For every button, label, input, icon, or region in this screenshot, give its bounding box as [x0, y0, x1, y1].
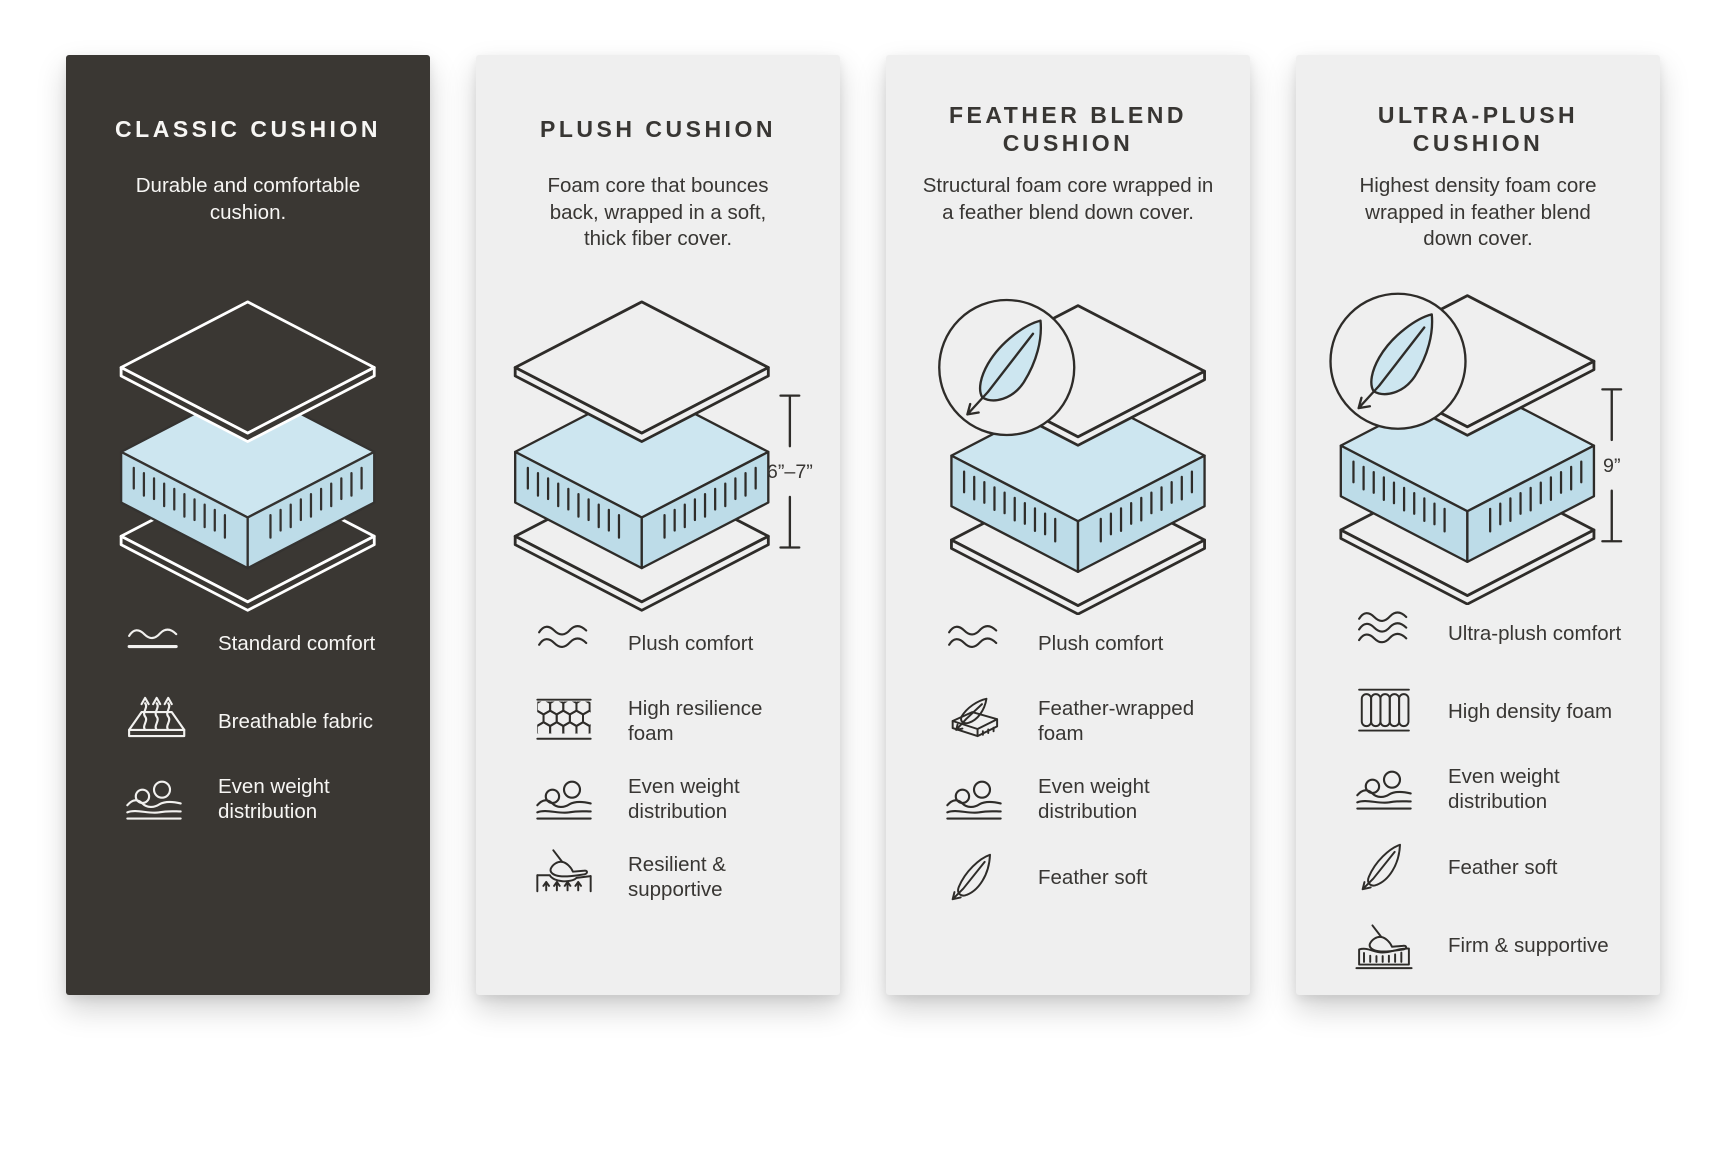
feature-row [942, 615, 1232, 671]
feature-label: Even weight distribution [1448, 765, 1560, 813]
thickness-measurement [767, 396, 812, 548]
feature-row [532, 615, 822, 671]
feature-list [1296, 605, 1660, 995]
feature-label: High resilience foam [628, 697, 763, 745]
feature-label: Ultra-plush comfort [1448, 621, 1622, 645]
cushion-diagram-area [476, 285, 840, 615]
feature-row [532, 849, 822, 905]
feature-row [1352, 761, 1642, 817]
card-description: Highest density foam core wrapped in feather blend down cover. [1359, 174, 1597, 251]
feature-label: High density foam [1448, 699, 1613, 723]
even-weight-distribution-icon [1352, 761, 1416, 817]
feature-label: Plush comfort [1038, 631, 1164, 655]
feature-row [1352, 839, 1642, 895]
card-description: Structural foam core wrapped in a feather blend down cover. [922, 174, 1214, 224]
feather-badge-icon [1331, 294, 1466, 429]
card-title: PLUSH CUSHION [540, 116, 776, 143]
even-weight-distribution-icon [532, 771, 596, 827]
measurement-label: 6”–7” [767, 461, 813, 484]
feature-row [532, 771, 822, 827]
cushion-diagram-area [886, 285, 1250, 615]
feature-label: Feather soft [1448, 855, 1558, 879]
feature-label: Feather-wrapped foam [1038, 697, 1195, 745]
card-classic-cushion [66, 55, 430, 995]
ultra-plush-comfort-waves-icon [1352, 605, 1416, 661]
even-weight-distribution-icon [122, 771, 186, 827]
even-weight-distribution-icon [942, 771, 1006, 827]
card-plush-cushion [476, 55, 840, 995]
high-density-foam-icon [1352, 683, 1416, 739]
plush-comfort-waves-icon [942, 615, 1006, 671]
card-description: Durable and comfortable cushion. [135, 174, 361, 224]
feature-row [122, 771, 412, 827]
cushion-layers-diagram [913, 285, 1222, 615]
feather-wrapped-foam-icon [942, 693, 1006, 749]
feature-row [942, 771, 1232, 827]
feature-label: Even weight distribution [218, 775, 330, 823]
feature-row [942, 693, 1232, 749]
breathable-fabric-icon [122, 693, 186, 749]
cushion-diagram-area [66, 285, 430, 615]
card-ultra-plush-cushion [1296, 55, 1660, 995]
card-header [476, 55, 840, 285]
cushion-layers-diagram [1323, 275, 1632, 605]
feature-label: Feather soft [1038, 865, 1148, 889]
feature-label: Plush comfort [628, 631, 754, 655]
feature-label: Even weight distribution [628, 775, 740, 823]
thickness-measurement [1603, 389, 1622, 541]
card-header [66, 55, 430, 285]
high-resilience-foam-icon [532, 693, 596, 749]
card-header [886, 55, 1250, 285]
feature-label: Resilient & supportive [628, 853, 726, 901]
feature-label: Even weight distribution [1038, 775, 1150, 823]
feature-row [122, 693, 412, 749]
cushion-layers-diagram [93, 285, 402, 615]
feature-row [1352, 683, 1642, 739]
feature-label: Firm & supportive [1448, 933, 1609, 957]
plush-comfort-waves-icon [532, 615, 596, 671]
firm-supportive-icon [1352, 917, 1416, 973]
feature-list [886, 615, 1250, 927]
cushion-layers-diagram [503, 285, 812, 615]
card-description: Foam core that bounces back, wrapped in a soft, thick fiber cover. [547, 174, 769, 251]
card-header [1296, 55, 1660, 275]
feature-list [476, 615, 840, 927]
card-title: ULTRA-PLUSH CUSHION [1377, 102, 1579, 156]
feature-row [1352, 605, 1642, 661]
standard-comfort-wave-icon [122, 615, 186, 671]
feather-soft-icon [1352, 839, 1416, 895]
feature-row [532, 693, 822, 749]
feature-list [66, 615, 430, 849]
feature-label: Breathable fabric [218, 709, 373, 733]
feature-label: Standard comfort [218, 631, 376, 655]
feature-row [942, 849, 1232, 905]
measurement-label: 9” [1603, 454, 1621, 477]
resilient-supportive-icon [532, 849, 596, 905]
feather-soft-icon [942, 849, 1006, 905]
card-title: FEATHER BLEND CUSHION [948, 102, 1187, 156]
cushion-diagram-area [1296, 275, 1660, 605]
card-title: CLASSIC CUSHION [115, 116, 381, 143]
feature-row [122, 615, 412, 671]
feature-row [1352, 917, 1642, 973]
card-feather-blend-cushion [886, 55, 1250, 995]
feather-badge-icon [940, 300, 1075, 435]
